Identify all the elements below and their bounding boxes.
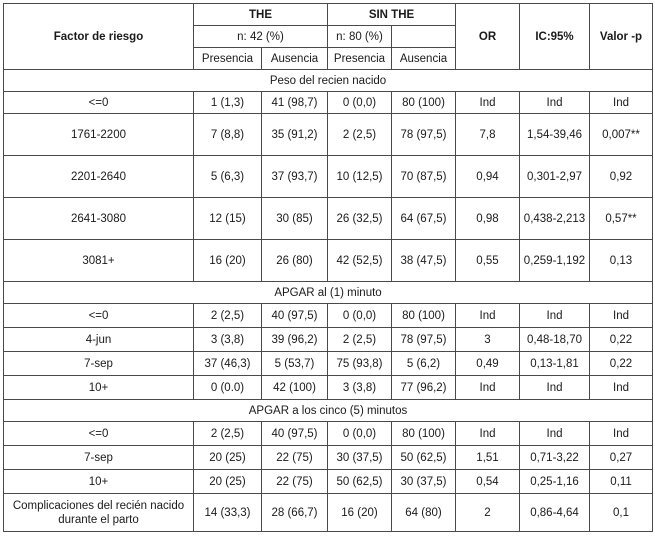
p-value-cell: 0,11 xyxy=(590,470,653,494)
header-or: OR xyxy=(456,4,520,70)
ic-cell: 0,48-18,70 xyxy=(520,328,590,352)
factor-cell: 1761-2200 xyxy=(4,114,194,156)
the-presencia-cell: 14 (33,3) xyxy=(194,494,262,532)
ic-cell: 0,259-1,192 xyxy=(520,240,590,282)
table-row xyxy=(4,198,653,240)
section-title: Peso del recien nacido xyxy=(4,70,653,92)
ic-cell: 0,301-2,97 xyxy=(520,156,590,198)
table-row xyxy=(4,304,653,328)
ic-cell: 0,438-2,213 xyxy=(520,198,590,240)
or-cell: Ind xyxy=(456,376,520,400)
the-ausencia-cell: 26 (80) xyxy=(262,240,328,282)
p-value-cell: 0,92 xyxy=(590,156,653,198)
table-row xyxy=(4,494,653,532)
factor-cell: 3081+ xyxy=(4,240,194,282)
sin-ausencia-cell: 80 (100) xyxy=(392,422,456,446)
table-row xyxy=(4,240,653,282)
section-header-row xyxy=(4,400,653,422)
table-row xyxy=(4,352,653,376)
header-the: THE xyxy=(194,4,328,26)
p-value-cell: 0,13 xyxy=(590,240,653,282)
sin-presencia-cell: 2 (2,5) xyxy=(328,114,392,156)
factor-cell: <=0 xyxy=(4,422,194,446)
the-presencia-cell: 2 (2,5) xyxy=(194,304,262,328)
the-ausencia-cell: 28 (66,7) xyxy=(262,494,328,532)
header-ausencia-the: Ausencia xyxy=(262,48,328,70)
ic-cell: Ind xyxy=(520,92,590,114)
ic-cell: 0,86-4,64 xyxy=(520,494,590,532)
p-value-cell: 0,1 xyxy=(590,494,653,532)
sin-ausencia-cell: 30 (37,5) xyxy=(392,470,456,494)
section-header-row xyxy=(4,70,653,92)
risk-factor-table xyxy=(3,3,653,532)
sin-presencia-cell: 75 (93,8) xyxy=(328,352,392,376)
p-value-cell: 0,27 xyxy=(590,446,653,470)
table-row xyxy=(4,92,653,114)
sin-ausencia-cell: 38 (47,5) xyxy=(392,240,456,282)
sin-presencia-cell: 0 (0,0) xyxy=(328,422,392,446)
or-cell: 1,51 xyxy=(456,446,520,470)
ic-cell: Ind xyxy=(520,304,590,328)
the-presencia-cell: 12 (15) xyxy=(194,198,262,240)
factor-cell: 4-jun xyxy=(4,328,194,352)
p-value-cell: Ind xyxy=(590,92,653,114)
sin-presencia-cell: 50 (62,5) xyxy=(328,470,392,494)
factor-cell: <=0 xyxy=(4,304,194,328)
p-value-cell: 0,57** xyxy=(590,198,653,240)
or-cell: 3 xyxy=(456,328,520,352)
header-factor: Factor de riesgo xyxy=(4,4,194,70)
header-p: Valor -p xyxy=(590,4,653,70)
sin-presencia-cell: 30 (37,5) xyxy=(328,446,392,470)
factor-cell: 7-sep xyxy=(4,352,194,376)
the-presencia-cell: 7 (8,8) xyxy=(194,114,262,156)
sin-ausencia-cell: 78 (97,5) xyxy=(392,328,456,352)
the-ausencia-cell: 37 (93,7) xyxy=(262,156,328,198)
table-row xyxy=(4,328,653,352)
header-sin-the: SIN THE xyxy=(328,4,456,26)
the-ausencia-cell: 42 (100) xyxy=(262,376,328,400)
the-presencia-cell: 1 (1,3) xyxy=(194,92,262,114)
sin-ausencia-cell: 64 (67,5) xyxy=(392,198,456,240)
sin-ausencia-cell: 78 (97,5) xyxy=(392,114,456,156)
the-presencia-cell: 3 (3,8) xyxy=(194,328,262,352)
p-value-cell: 0,22 xyxy=(590,352,653,376)
the-ausencia-cell: 40 (97,5) xyxy=(262,422,328,446)
sin-presencia-cell: 16 (20) xyxy=(328,494,392,532)
sin-presencia-cell: 10 (12,5) xyxy=(328,156,392,198)
sin-presencia-cell: 2 (2,5) xyxy=(328,328,392,352)
the-presencia-cell: 20 (25) xyxy=(194,470,262,494)
sin-presencia-cell: 0 (0,0) xyxy=(328,304,392,328)
sin-ausencia-cell: 64 (80) xyxy=(392,494,456,532)
the-presencia-cell: 37 (46,3) xyxy=(194,352,262,376)
the-ausencia-cell: 39 (96,2) xyxy=(262,328,328,352)
header-blank xyxy=(392,26,456,48)
p-value-cell: 0,22 xyxy=(590,328,653,352)
table-row xyxy=(4,114,653,156)
table-row xyxy=(4,422,653,446)
p-value-cell: Ind xyxy=(590,422,653,446)
ic-cell: 1,54-39,46 xyxy=(520,114,590,156)
or-cell: 0,98 xyxy=(456,198,520,240)
header-n-the: n: 42 (%) xyxy=(194,26,328,48)
header-presencia-the: Presencia xyxy=(194,48,262,70)
factor-cell: <=0 xyxy=(4,92,194,114)
header-presencia-sin: Presencia xyxy=(328,48,392,70)
sin-presencia-cell: 0 (0,0) xyxy=(328,92,392,114)
ic-cell: 0,71-3,22 xyxy=(520,446,590,470)
sin-ausencia-cell: 70 (87,5) xyxy=(392,156,456,198)
ic-cell: Ind xyxy=(520,422,590,446)
the-ausencia-cell: 22 (75) xyxy=(262,446,328,470)
sin-presencia-cell: 3 (3,8) xyxy=(328,376,392,400)
table-row xyxy=(4,446,653,470)
factor-cell: 10+ xyxy=(4,376,194,400)
sin-ausencia-cell: 77 (96,2) xyxy=(392,376,456,400)
ic-cell: 0,25-1,16 xyxy=(520,470,590,494)
table-body xyxy=(4,70,653,532)
or-cell: 0,94 xyxy=(456,156,520,198)
table-row xyxy=(4,156,653,198)
the-ausencia-cell: 22 (75) xyxy=(262,470,328,494)
factor-cell: 7-sep xyxy=(4,446,194,470)
the-ausencia-cell: 5 (53,7) xyxy=(262,352,328,376)
header-ic: IC:95% xyxy=(520,4,590,70)
section-title: APGAR a los cinco (5) minutos xyxy=(4,400,653,422)
ic-cell: 0,13-1,81 xyxy=(520,352,590,376)
sin-ausencia-cell: 5 (6,2) xyxy=(392,352,456,376)
factor-cell: 2201-2640 xyxy=(4,156,194,198)
or-cell: Ind xyxy=(456,92,520,114)
header-n-sin: n: 80 (%) xyxy=(328,26,392,48)
section-title: APGAR al (1) minuto xyxy=(4,282,653,304)
or-cell: 2 xyxy=(456,494,520,532)
the-ausencia-cell: 41 (98,7) xyxy=(262,92,328,114)
factor-cell: Complicaciones del recién nacido durante el parto xyxy=(4,494,194,532)
p-value-cell: 0,007** xyxy=(590,114,653,156)
sin-presencia-cell: 42 (52,5) xyxy=(328,240,392,282)
sin-ausencia-cell: 80 (100) xyxy=(392,304,456,328)
sin-ausencia-cell: 50 (62,5) xyxy=(392,446,456,470)
the-ausencia-cell: 40 (97,5) xyxy=(262,304,328,328)
or-cell: 0,49 xyxy=(456,352,520,376)
or-cell: 7,8 xyxy=(456,114,520,156)
or-cell: Ind xyxy=(456,422,520,446)
p-value-cell: Ind xyxy=(590,376,653,400)
ic-cell: Ind xyxy=(520,376,590,400)
the-presencia-cell: 20 (25) xyxy=(194,446,262,470)
sin-ausencia-cell: 80 (100) xyxy=(392,92,456,114)
or-cell: 0,54 xyxy=(456,470,520,494)
the-presencia-cell: 5 (6,3) xyxy=(194,156,262,198)
header-ausencia-sin: Ausencia xyxy=(392,48,456,70)
the-ausencia-cell: 30 (85) xyxy=(262,198,328,240)
the-presencia-cell: 2 (2,5) xyxy=(194,422,262,446)
or-cell: Ind xyxy=(456,304,520,328)
factor-cell: 10+ xyxy=(4,470,194,494)
the-ausencia-cell: 35 (91,2) xyxy=(262,114,328,156)
sin-presencia-cell: 26 (32,5) xyxy=(328,198,392,240)
the-presencia-cell: 16 (20) xyxy=(194,240,262,282)
factor-cell: 2641-3080 xyxy=(4,198,194,240)
section-header-row xyxy=(4,282,653,304)
or-cell: 0,55 xyxy=(456,240,520,282)
table-row xyxy=(4,376,653,400)
p-value-cell: Ind xyxy=(590,304,653,328)
table-row xyxy=(4,470,653,494)
the-presencia-cell: 0 (0.0) xyxy=(194,376,262,400)
